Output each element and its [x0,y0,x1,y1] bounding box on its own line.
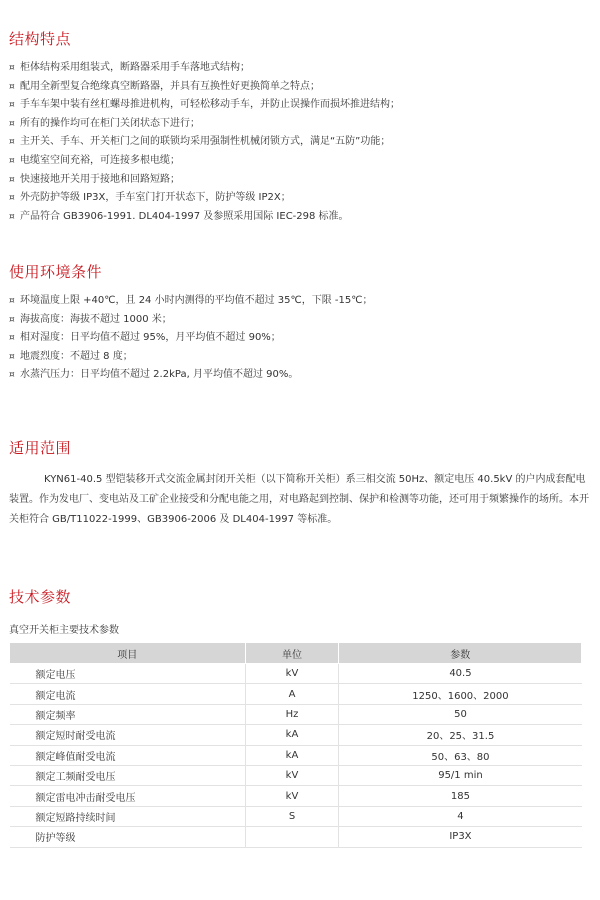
row-name: 额定频率 [10,704,246,724]
row-name: 额定工频耐受电压 [10,765,246,785]
row-name: 额定电流 [10,684,246,704]
list-item [9,115,594,134]
list-item-text: 海拔高度：海拔不超过 1000 米； [20,313,172,325]
table-row [10,664,582,684]
table-row [10,827,582,847]
list-item [9,366,594,385]
list-item [9,171,594,190]
row-unit: kV [245,765,339,785]
bullet-marker: ¤ [9,351,15,362]
row-value: 40.5 [339,664,582,684]
bullet-marker: ¤ [9,296,15,306]
row-value: 95/1 min [339,765,582,785]
list-item-text: 配用全新型复合绝缘真空断路器，并具有互换性好更换简单之特点； [20,80,320,92]
row-unit: kV [245,664,339,684]
table-row [10,786,582,806]
row-unit: Hz [245,704,339,724]
bullet-marker: ¤ [9,81,15,92]
list-item-text: 所有的操作均可在柜门关闭状态下进行； [20,117,200,129]
row-name: 防护等级 [10,827,246,847]
row-value: 185 [339,786,582,806]
row-value: 50 [339,704,582,724]
list-item [9,208,594,227]
list-item-text: 产品符合 GB3906-1991. DL404-1997 及参照采用国际 IEC-298 标准。 [20,210,349,222]
header-item: 项目 [10,643,246,664]
list-item-text: 手车车架中装有丝杠螺母推进机构，可轻松移动手车，并防止误操作而损坏推进结构； [20,99,400,111]
bullet-marker: ¤ [9,193,15,204]
list-item [9,292,594,311]
table-row [10,704,582,724]
table-row [10,725,582,745]
specs-title: 技术参数 [9,588,72,606]
features-title: 结构特点 [9,30,72,48]
list-item-text: 外壳防护等级 IP3X，手车室门打开状态下，防护等级 IP2X； [20,192,291,204]
environment-title: 使用环境条件 [9,263,103,281]
bullet-marker: ¤ [9,211,15,222]
table-row [10,765,582,785]
row-unit: S [245,806,339,826]
table-row [10,745,582,765]
list-item [9,189,594,208]
row-value: 4 [339,806,582,826]
row-value: 50、63、80 [339,745,582,765]
environment-list [9,292,594,385]
table-header-row [10,643,582,664]
header-unit: 单位 [245,643,339,664]
bullet-marker: ¤ [9,314,15,325]
list-item [9,133,594,152]
bullet-marker: ¤ [9,100,15,111]
list-item [9,311,594,330]
row-value: 1250、1600、2000 [339,684,582,704]
list-item-text: 快速接地开关用于接地和回路短路； [20,173,180,185]
scope-paragraph: KYN61-40.5 型铠装移开式交流金属封闭开关柜（以下简称开关柜）系三相交流 50Hz、额定电压 40.5kV 的户内成套配电装置。作为发电厂、变电站及工矿企业接受和分配电能之用，对电路起到控制、保护和检测等功能，还可用于频繁操作的场所。本开关柜符合 GB/T11022-1999、GB3906-2006 及 DL404-1997 等标准。 [9,474,589,525]
header-value: 参数 [339,643,582,664]
bullet-marker: ¤ [9,370,15,381]
row-unit [245,827,339,847]
row-value: 20、25、31.5 [339,725,582,745]
table-row [10,684,582,704]
list-item-text: 柜体结构采用组装式，断路器采用手车落地式结构； [20,62,250,73]
list-item-text: 主开关、手车、开关柜门之间的联锁均采用强制性机械闭锁方式，满足“五防”功能； [20,136,391,148]
list-item [9,348,594,367]
bullet-marker: ¤ [9,118,15,129]
list-item [9,96,594,115]
list-item-text: 相对湿度：日平均值不超过 95%，月平均值不超过 90%； [20,332,281,344]
row-name: 额定短路持续时间 [10,806,246,826]
features-list [9,59,594,226]
table-caption: 真空开关柜主要技术参数 [9,625,119,636]
row-unit: kA [245,745,339,765]
spec-table [9,642,582,848]
list-item-text: 地震烈度：不超过 8 度； [20,350,133,362]
list-item [9,329,594,348]
row-name: 额定短时耐受电流 [10,725,246,745]
bullet-marker: ¤ [9,174,15,185]
row-name: 额定雷电冲击耐受电压 [10,786,246,806]
row-unit: kA [245,725,339,745]
list-item-text: 环境温度上限 +40℃，且 24 小时内测得的平均值不超过 35℃，下限 -15℃； [20,295,373,306]
row-name: 额定峰值耐受电流 [10,745,246,765]
list-item-text: 电缆室空间充裕，可连接多根电缆； [20,154,180,166]
bullet-marker: ¤ [9,63,15,73]
row-unit: A [245,684,339,704]
bullet-marker: ¤ [9,333,15,344]
scope-title: 适用范围 [9,439,72,457]
row-value: IP3X [339,827,582,847]
row-unit: kV [245,786,339,806]
table-row [10,806,582,826]
list-item [9,59,594,78]
bullet-marker: ¤ [9,155,15,166]
bullet-marker: ¤ [9,137,15,148]
list-item [9,152,594,171]
list-item [9,78,594,97]
list-item-text: 水蒸汽压力：日平均值不超过 2.2kPa, 月平均值不超过 90%。 [20,369,299,381]
row-name: 额定电压 [10,664,246,684]
